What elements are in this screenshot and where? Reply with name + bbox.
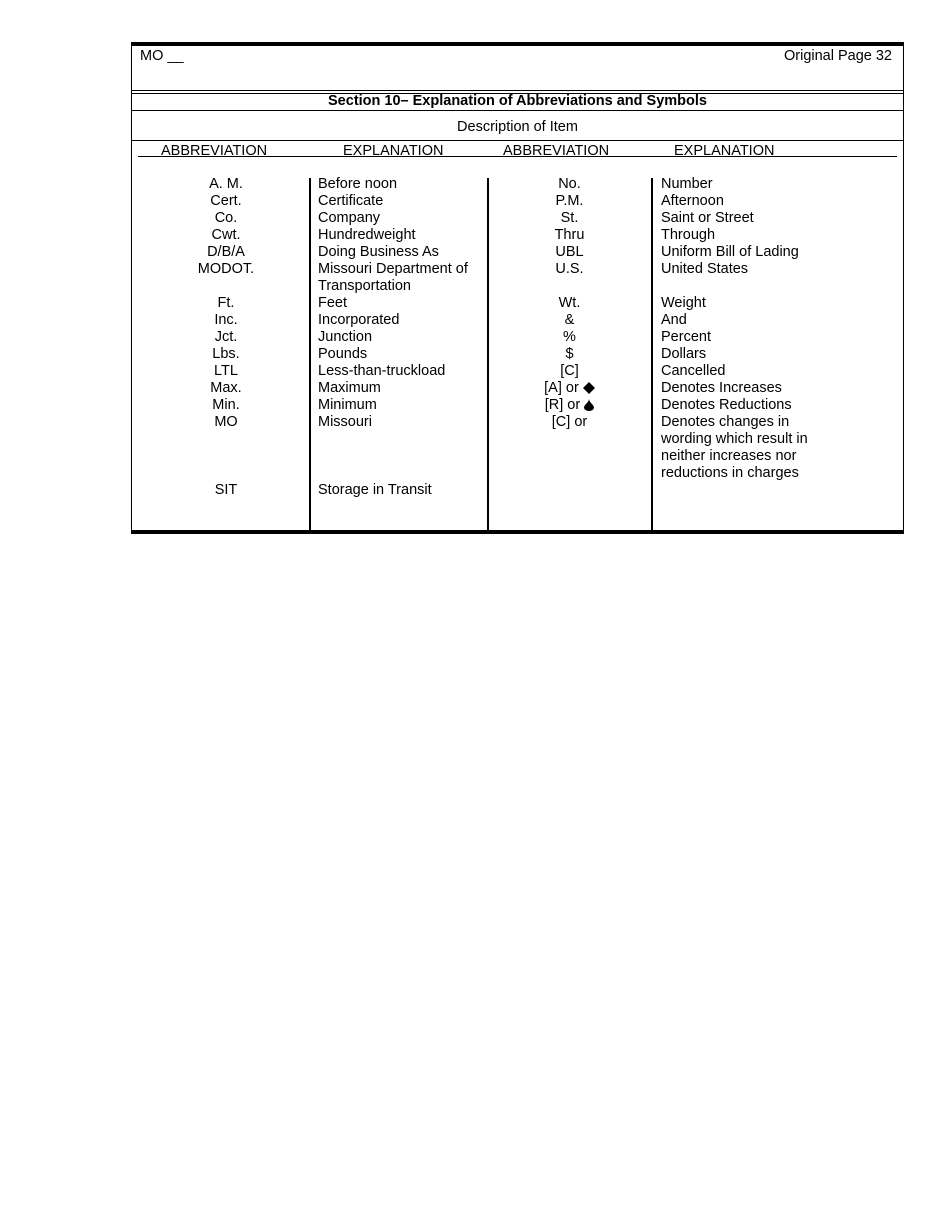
explanation: reductions in charges [661,465,799,481]
explanation: Minimum [318,397,377,413]
divider [132,90,903,91]
abbreviation: Inc. [214,312,238,328]
explanation: And [661,312,687,328]
abbreviation: D/B/A [207,244,245,260]
explanation: Uniform Bill of Lading [661,244,799,260]
divider [132,140,903,141]
explanation: Junction [318,329,373,345]
explanation: Denotes Increases [661,380,782,396]
explanation: Certificate [318,193,384,209]
abbreviation: U.S. [555,261,584,277]
section-title: Section 10– Explanation of Abbreviations and Symbols [328,93,707,109]
abbreviation: P.M. [555,193,584,209]
abbreviation: St. [560,210,579,226]
explanation: Incorporated [318,312,400,328]
explanation: Dollars [661,346,707,362]
abbreviation: MO [214,414,238,430]
abbreviation: Thru [554,227,585,243]
abbreviation-reduction [512,397,627,414]
explanation: neither increases nor [661,448,797,464]
abbreviation: A. M. [209,176,243,192]
explanation: Afternoon [661,193,724,209]
abbreviation: [C] [560,363,579,379]
description-label: Description of Item [457,119,578,135]
abbreviation-increase [512,380,627,397]
right-explanation-column [661,176,831,482]
explanation: Percent [661,329,711,345]
explanation: Company [318,210,381,226]
column-header-abbreviation-1: ABBREVIATION [161,143,268,159]
explanation: Denotes Reductions [661,397,792,413]
abbreviation: Jct. [214,329,238,345]
explanation: Missouri Department of [318,261,468,277]
abbreviation: Wt. [558,295,581,311]
explanation: Cancelled [661,363,726,379]
explanation: Doing Business As [318,244,439,260]
column-divider [651,178,653,534]
abbreviation-text: [A] or [544,380,579,396]
explanation: Weight [661,295,706,311]
column-divider [309,178,311,534]
abbreviation: $ [565,346,574,362]
explanation: Through [661,227,716,243]
abbreviation: UBL [555,244,584,260]
abbreviation: & [564,312,575,328]
explanation: Number [661,176,713,192]
abbreviation: Cwt. [211,227,241,243]
left-abbreviation-column [178,176,274,499]
abbreviation: MODOT. [197,261,255,277]
header-rule [138,156,897,157]
explanation: United States [661,261,749,277]
abbreviation: [C] or [551,414,588,430]
explanation: Missouri [318,414,372,430]
column-header-explanation-1: EXPLANATION [343,143,444,159]
page-number: Original Page 32 [783,48,892,64]
column-header-abbreviation-2: ABBREVIATION [503,143,610,159]
abbreviation: Co. [214,210,238,226]
abbreviation: Max. [210,380,242,396]
abbreviation: SIT [214,482,238,498]
right-abbreviation-column [512,176,627,431]
explanation: Less-than-truckload [318,363,446,379]
abbreviation: LTL [214,363,238,379]
explanation: Before noon [318,176,398,192]
abbreviation: Ft. [217,295,235,311]
explanation: Denotes changes in [661,414,790,430]
explanation: Transportation [318,278,411,294]
left-explanation-column [318,176,488,499]
drop-icon [584,399,594,411]
explanation: wording which result in [661,431,808,447]
column-header-explanation-2: EXPLANATION [674,143,775,159]
explanation: Storage in Transit [318,482,432,498]
explanation: Pounds [318,346,368,362]
abbreviation: Cert. [210,193,242,209]
divider [132,110,903,111]
abbreviations-page [131,42,904,534]
tariff-id: MO __ [140,48,184,64]
abbreviation: % [563,329,576,345]
abbreviation: Min. [212,397,240,413]
explanation: Saint or Street [661,210,754,226]
abbreviation: No. [558,176,581,192]
explanation: Hundredweight [318,227,416,243]
diamond-icon [583,382,595,394]
explanation: Feet [318,295,348,311]
explanation: Maximum [318,380,381,396]
abbreviation: Lbs. [212,346,240,362]
abbreviation-text: [R] or [544,397,581,413]
